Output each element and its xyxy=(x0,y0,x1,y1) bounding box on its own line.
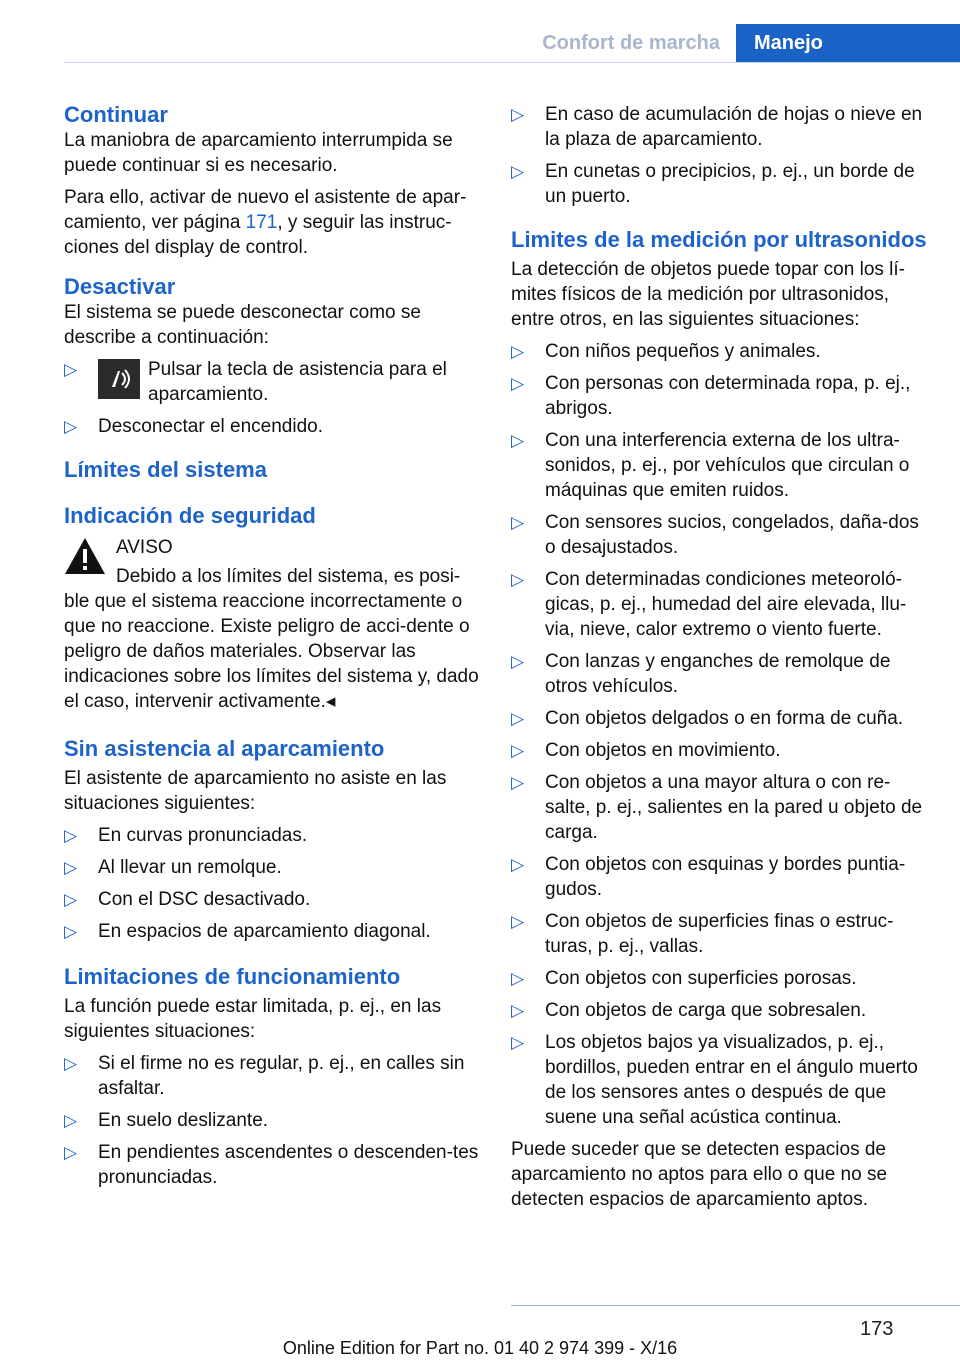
header-divider xyxy=(64,62,960,63)
list-item xyxy=(64,919,484,944)
warning-label: AVISO xyxy=(116,537,173,558)
paragraph: La detección de objetos puede topar con los lí-mites físicos de la medición por ultrasonidos, entre otros, en las siguientes situaciones: xyxy=(511,259,905,330)
list-item-text: En pendientes ascendentes o descenden-tes pronunciadas. xyxy=(98,1142,479,1188)
list-item-text: Con una interferencia externa de los ultra-sonidos, p. ej., por vehículos que circulan o máquinas que emiten ruidos. xyxy=(545,430,910,501)
list-item xyxy=(511,102,931,152)
list-item-text: En curvas pronunciadas. xyxy=(98,825,308,846)
list-item-text: Con objetos de carga que sobresalen. xyxy=(545,1000,867,1021)
heading-indicacion-seguridad: Indicación de seguridad xyxy=(64,503,316,528)
bullet-icon: ▷ xyxy=(64,417,78,436)
list-item xyxy=(511,567,931,642)
list-item xyxy=(511,159,931,209)
bullet-icon: ▷ xyxy=(64,890,78,909)
list-item xyxy=(511,1030,931,1130)
bullet-icon: ▷ xyxy=(64,1111,78,1130)
bullet-icon: ▷ xyxy=(511,709,525,728)
footer-divider xyxy=(511,1305,960,1306)
list xyxy=(64,357,484,439)
paragraph: La función puede estar limitada, p. ej., en las siguientes situaciones: xyxy=(64,996,442,1042)
bullet-icon: ▷ xyxy=(64,360,78,379)
list-item-text: En suelo deslizante. xyxy=(98,1110,269,1131)
list-item xyxy=(511,371,931,421)
list-item-text: Con objetos en movimiento. xyxy=(545,740,781,761)
bullet-icon: ▷ xyxy=(511,570,525,589)
list-item-text: Con objetos delgados o en forma de cuña. xyxy=(545,708,904,729)
list-item xyxy=(64,1051,484,1101)
text: Para ello, activar de nuevo el asistente de apar-camiento, ver página xyxy=(64,187,467,233)
bullet-icon: ▷ xyxy=(64,1143,78,1162)
bullet-icon: ▷ xyxy=(511,342,525,361)
paragraph: El sistema se puede desconectar como se describe a continuación: xyxy=(64,302,421,348)
list-item-text: Con personas con determinada ropa, p. ej., abrigos. xyxy=(545,373,911,419)
heading-limitaciones: Limitaciones de funcionamiento xyxy=(64,964,401,989)
list-item xyxy=(511,649,931,699)
heading-limites-sistema: Límites del sistema xyxy=(64,457,267,482)
list-item-text: Los objetos bajos ya visualizados, p. ej., bordillos, pueden entrar en el ángulo muerto de los sensores antes o después de que suene una señal acústica continua. xyxy=(545,1032,918,1128)
paragraph: Puede suceder que se detecten espacios de aparcamiento no aptos para ello o que no se detecten espacios de aparcamiento aptos. xyxy=(511,1139,888,1210)
list-item-text: Desconectar el encendido. xyxy=(98,416,323,437)
list xyxy=(64,823,484,944)
list-item xyxy=(511,966,931,991)
list-item-text: En cunetas o precipicios, p. ej., un borde de un puerto. xyxy=(545,161,915,207)
list-item xyxy=(64,855,484,880)
bullet-icon: ▷ xyxy=(64,858,78,877)
bullet-icon: ▷ xyxy=(511,969,525,988)
warning-triangle-icon xyxy=(64,537,106,575)
list xyxy=(64,1051,484,1190)
list-item-text: Con determinadas condiciones meteoroló-gicas, p. ej., humedad del aire elevada, llu-via, nieve, calor extremo o viento fuerte. xyxy=(545,569,907,640)
list-item xyxy=(511,738,931,763)
park-assist-key-icon xyxy=(98,359,140,399)
list-item-text: En caso de acumulación de hojas o nieve en la plaza de aparcamiento. xyxy=(545,104,923,150)
header-section-tab[interactable]: Confort de marcha xyxy=(542,32,720,54)
left-column xyxy=(64,102,484,1197)
list-item-text: Con sensores sucios, congelados, daña-dos o desajustados. xyxy=(545,512,919,558)
warning-text: Debido a los límites del sistema, es posi-ble que el sistema reaccione incorrectamente o que no reaccione. Existe peligro de acci-dente o peligro de daños materiales. Observar las indicaciones sobre los límites del sistema y, dado el caso, intervenir activamente.◂ xyxy=(64,566,479,712)
paragraph: La maniobra de aparcamiento interrumpida se puede continuar si es necesario. xyxy=(64,130,453,176)
warning-box xyxy=(64,535,484,714)
list-item xyxy=(511,998,931,1023)
list-item-text: Con objetos a una mayor altura o con re-salte, p. ej., salientes en la pared u objeto de carga. xyxy=(545,772,923,843)
list-item xyxy=(511,909,931,959)
list-item-text: Con objetos con esquinas y bordes puntia-gudos. xyxy=(545,854,906,900)
bullet-icon: ▷ xyxy=(511,773,525,792)
heading-continuar: Continuar xyxy=(64,102,168,127)
list-item xyxy=(64,887,484,912)
page-number: 173 xyxy=(860,1318,894,1340)
bullet-icon: ▷ xyxy=(64,1054,78,1073)
header-chapter-tab[interactable]: Manejo xyxy=(736,24,960,62)
bullet-icon: ▷ xyxy=(64,826,78,845)
list-item xyxy=(511,510,931,560)
bullet-icon: ▷ xyxy=(511,431,525,450)
list-item xyxy=(511,428,931,503)
list xyxy=(511,102,931,209)
list-item-text: Con objetos de superficies finas o estruc-turas, p. ej., vallas. xyxy=(545,911,894,957)
list-item xyxy=(511,770,931,845)
list-item xyxy=(64,1108,484,1133)
bullet-icon: ▷ xyxy=(64,922,78,941)
heading-ultrasonidos: Limites de la medición por ultrasonidos xyxy=(511,227,927,252)
list-item xyxy=(511,339,931,364)
list-item xyxy=(511,706,931,731)
heading-sin-asistencia: Sin asistencia al aparcamiento xyxy=(64,736,385,761)
bullet-icon: ▷ xyxy=(511,855,525,874)
bullet-icon: ▷ xyxy=(511,513,525,532)
list-item xyxy=(64,357,484,407)
bullet-icon: ▷ xyxy=(511,652,525,671)
text: , y seguir las instruc-ciones del display de control. xyxy=(64,212,452,258)
list-item xyxy=(511,852,931,902)
list-item xyxy=(64,823,484,848)
paragraph: El asistente de aparcamiento no asiste en las situaciones siguientes: xyxy=(64,768,447,814)
list-item-text: En espacios de aparcamiento diagonal. xyxy=(98,921,431,942)
bullet-icon: ▷ xyxy=(511,1033,525,1052)
list-item-text: Al llevar un remolque. xyxy=(98,857,282,878)
paragraph xyxy=(64,185,484,260)
list-item xyxy=(64,414,484,439)
bullet-icon: ▷ xyxy=(511,912,525,931)
list-item-text: Si el firme no es regular, p. ej., en calles sin asfaltar. xyxy=(98,1053,465,1099)
list-item-text: Con objetos con superficies porosas. xyxy=(545,968,857,989)
right-column xyxy=(511,102,931,1219)
bullet-icon: ▷ xyxy=(511,1001,525,1020)
list-item-text: Con lanzas y enganches de remolque de otros vehículos. xyxy=(545,651,891,697)
edition-footer: Online Edition for Part no. 01 40 2 974 399 - X/16 xyxy=(282,1338,678,1358)
heading-desactivar: Desactivar xyxy=(64,274,176,299)
bullet-icon: ▷ xyxy=(511,105,525,124)
list xyxy=(511,339,931,1130)
list-item-text: Con niños pequeños y animales. xyxy=(545,341,821,362)
list-item-text: Pulsar la tecla de asistencia para el aparcamiento. xyxy=(148,359,447,405)
bullet-icon: ▷ xyxy=(511,741,525,760)
page-link[interactable]: 171 xyxy=(245,212,278,233)
list-item-text: Con el DSC desactivado. xyxy=(98,889,311,910)
bullet-icon: ▷ xyxy=(511,374,525,393)
list-item xyxy=(64,1140,484,1190)
bullet-icon: ▷ xyxy=(511,162,525,181)
